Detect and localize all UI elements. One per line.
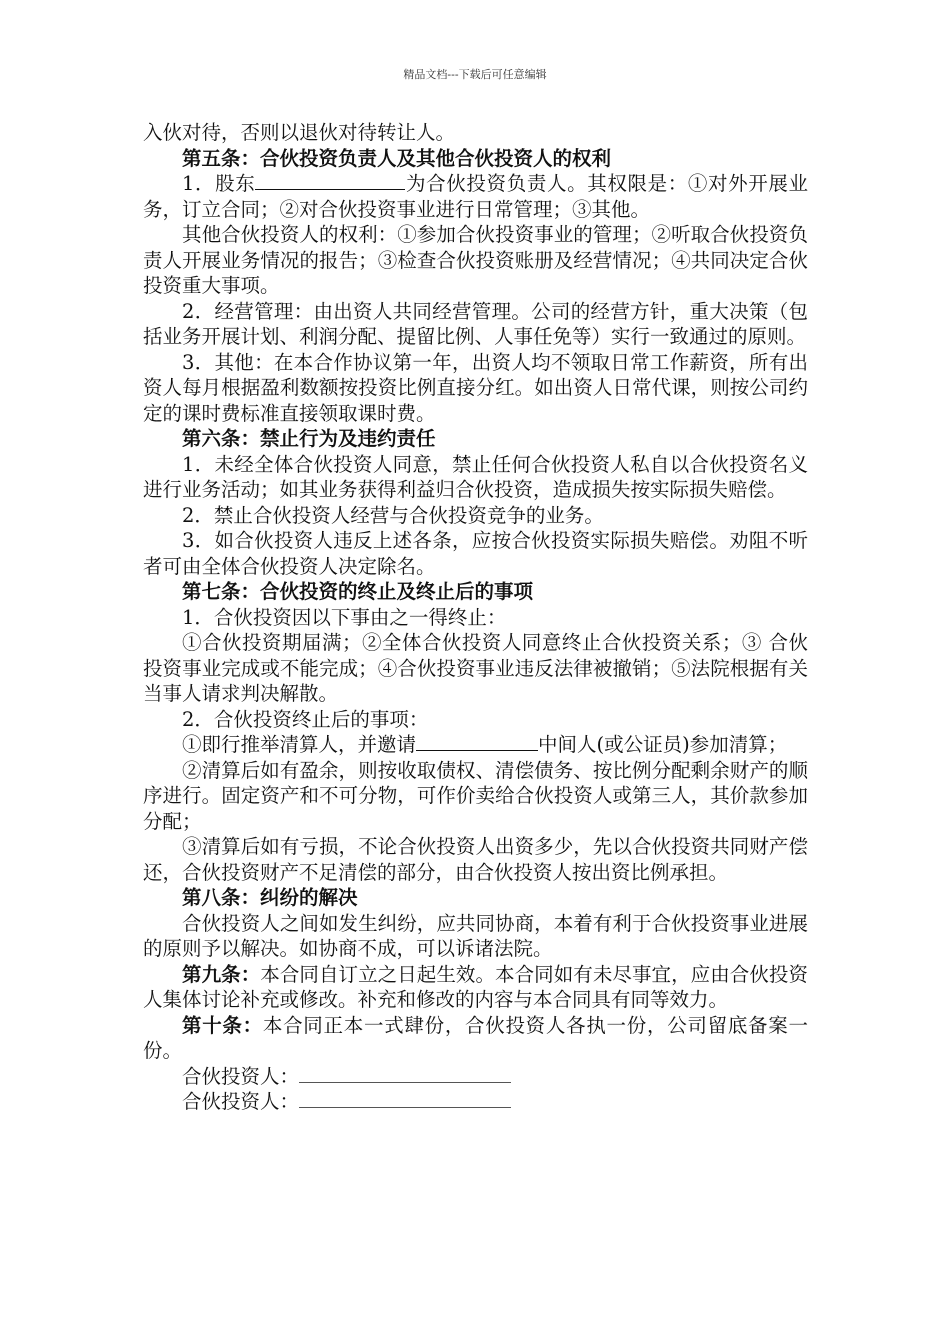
text-segment: 为合伙投资负责人。其权限是：①对外开展业务，订立合同；②对合伙投资事业进行日常管理；③其他。 (143, 172, 808, 221)
paragraph: 3．如合伙投资人违反上述各条，应按合伙投资实际损失赔偿。劝阻不听者可由全体合伙投资人决定除名。 (143, 529, 808, 578)
paragraph: 合伙投资人之间如发生纠纷，应共同协商，本着有利于合伙投资事业进展的原则予以解决。如协商不成，可以诉诸法院。 (143, 911, 808, 960)
article-10-label: 第十条： (182, 1013, 263, 1037)
paragraph: ③清算后如有亏损，不论合伙投资人出资多少，先以合伙投资共同财产偿还，合伙投资财产不足清偿的部分，由合伙投资人按出资比例承担。 (143, 835, 808, 884)
text-segment: 1．股东 (182, 172, 256, 195)
text-segment: 本合同正本一式肆份，合伙投资人各执一份，公司留底备案一份。 (143, 1013, 808, 1062)
signature-line (143, 1089, 808, 1115)
article-5-heading: 第五条：合伙投资负责人及其他合伙投资人的权利 (182, 146, 612, 170)
signature-blank (299, 1089, 511, 1108)
signature-line (143, 1064, 808, 1090)
article-9-label: 第九条： (182, 962, 261, 986)
paragraph: 其他合伙投资人的权利：①参加合伙投资事业的管理；②听取合伙投资负责人开展业务情况的报告；③检查合伙投资账册及经营情况；④共同决定合伙投资重大事项。 (143, 223, 808, 297)
document-body (143, 120, 808, 1115)
paragraph (143, 1013, 808, 1064)
page-header: 精品文档---下载后可任意编辑 (403, 68, 547, 81)
text-segment: 中间人(或公证员)参加清算； (538, 733, 788, 756)
article-8-heading: 第八条：纠纷的解决 (182, 886, 358, 909)
paragraph: 2．合伙投资终止后的事项： (182, 707, 429, 731)
article-7-heading: 第七条：合伙投资的终止及终止后的事项 (182, 580, 534, 603)
paragraph: ②清算后如有盈余，则按收取债权、清偿债务、按比例分配剩余财产的顺序进行。固定资产和不可分物，可作价卖给合伙投资人或第三人，其价款参加分配； (143, 758, 808, 833)
paragraph: 1．未经全体合伙投资人同意，禁止任何合伙投资人私自以合伙投资名义进行业务活动；如其业务获得利益归合伙投资，造成损失按实际损失赔偿。 (143, 452, 808, 501)
paragraph: 2．经营管理：由出资人共同经营管理。公司的经营方针，重大决策（包括业务开展计划、利润分配、提留比例、人事任免等）实行一致通过的原则。 (143, 299, 808, 348)
paragraph: 3．其他：在本合作协议第一年，出资人均不领取日常工作薪资，所有出资人每月根据盈利数额按投资比例直接分红。如出资人日常代课，则按公司约定的课时费标准直接领取课时费。 (143, 350, 808, 425)
paragraph: ①合伙投资期届满；②全体合伙投资人同意终止合伙投资关系；③ 合伙投资事业完成或不能完成；④合伙投资事业违反法律被撤销；⑤法院根据有关当事人请求判决解散。 (143, 631, 808, 705)
paragraph (143, 962, 808, 1013)
text-segment: ①即行推举清算人，并邀请 (182, 733, 417, 756)
paragraph: 入伙对待，否则以退伙对待转让人。 (143, 121, 456, 144)
text-segment: 本合同自订立之日起生效。本合同如有未尽事宜，应由合伙投资人集体讨论补充或修改。补充和修改的内容与本合同具有同等效力。 (143, 962, 808, 1011)
signature-label: 合伙投资人： (182, 1090, 300, 1113)
fill-blank (416, 732, 538, 751)
fill-blank (255, 171, 405, 190)
signature-label: 合伙投资人： (182, 1064, 300, 1088)
signature-blank (299, 1064, 511, 1083)
article-6-heading: 第六条：禁止行为及违约责任 (182, 427, 436, 450)
paragraph: 1．合伙投资因以下事由之一得终止： (182, 605, 507, 629)
paragraph: 2．禁止合伙投资人经营与合伙投资竞争的业务。 (182, 503, 604, 527)
paragraph (143, 171, 808, 222)
paragraph (143, 732, 808, 758)
